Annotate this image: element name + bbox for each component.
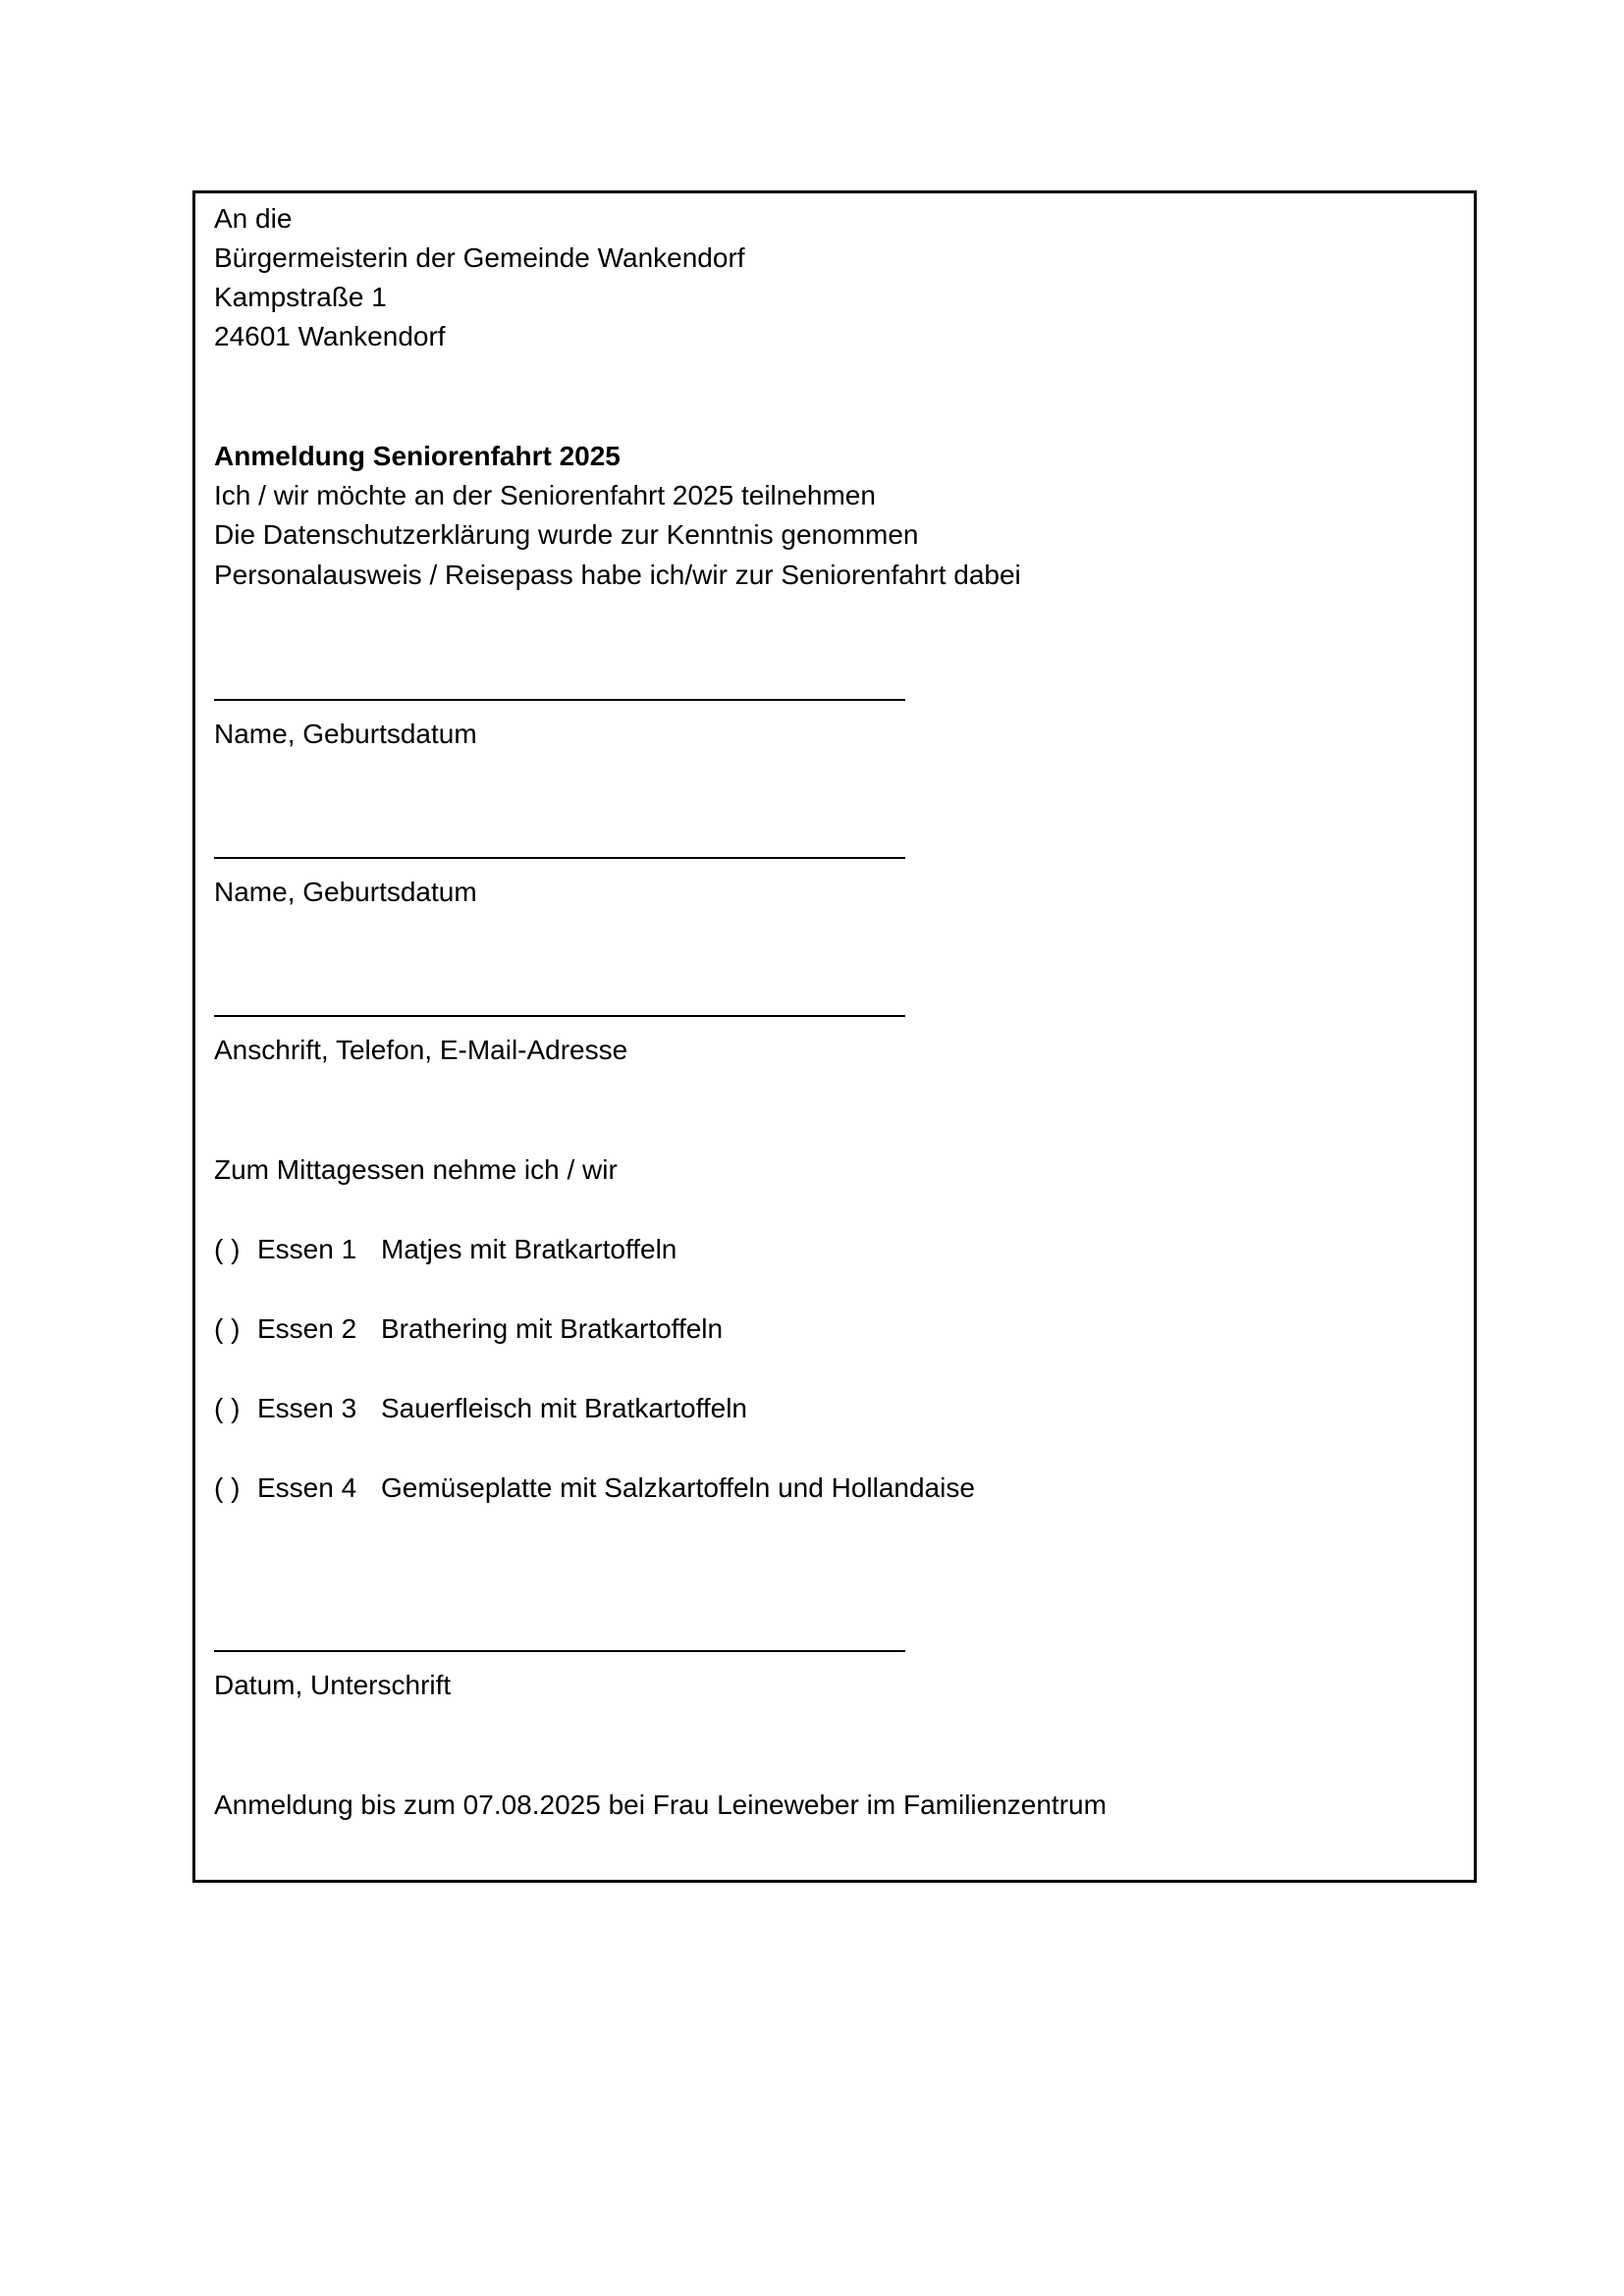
registration-deadline: Anmeldung bis zum 07.08.2025 bei Frau Leineweber im Familienzentrum — [214, 1789, 1107, 1820]
name-2-input-line[interactable] — [214, 857, 905, 859]
meal-option-3[interactable] — [214, 1391, 747, 1426]
meal-4-number: Essen 4 — [257, 1472, 357, 1503]
signature-label: Datum, Unterschrift — [214, 1670, 452, 1700]
recipient-street: Kampstraße 1 — [214, 282, 387, 312]
meal-2-number: Essen 2 — [257, 1313, 357, 1344]
signature-input-line[interactable] — [214, 1650, 905, 1652]
meal-4-checkbox[interactable]: ( ) — [214, 1472, 241, 1503]
meal-option-2[interactable] — [214, 1311, 723, 1347]
meal-1-dish: Matjes mit Bratkartoffeln — [381, 1234, 677, 1264]
name-2-label: Name, Geburtsdatum — [214, 877, 477, 907]
lunch-intro: Zum Mittagessen nehme ich / wir — [214, 1154, 618, 1185]
meal-1-number: Essen 1 — [257, 1234, 357, 1264]
meal-3-checkbox[interactable]: ( ) — [214, 1393, 241, 1423]
meal-2-checkbox[interactable]: ( ) — [214, 1313, 241, 1344]
meal-option-1[interactable] — [214, 1232, 677, 1267]
name-1-label: Name, Geburtsdatum — [214, 719, 477, 749]
recipient-line-2: Bürgermeisterin der Gemeinde Wankendorf — [214, 242, 745, 273]
name-1-input-line[interactable] — [214, 699, 905, 701]
meal-4-dish: Gemüseplatte mit Salzkartoffeln und Hollandaise — [381, 1472, 975, 1503]
recipient-city: 24601 Wankendorf — [214, 321, 446, 351]
contact-label: Anschrift, Telefon, E-Mail-Adresse — [214, 1035, 628, 1065]
meal-3-dish: Sauerfleisch mit Bratkartoffeln — [381, 1393, 747, 1423]
form-title: Anmeldung Seniorenfahrt 2025 — [214, 441, 621, 471]
meal-3-number: Essen 3 — [257, 1393, 357, 1423]
meal-option-4[interactable] — [214, 1470, 975, 1506]
meal-1-checkbox[interactable]: ( ) — [214, 1234, 241, 1264]
privacy-statement: Die Datenschutzerklärung wurde zur Kenntnis genommen — [214, 519, 919, 550]
contact-input-line[interactable] — [214, 1015, 905, 1017]
meal-2-dish: Brathering mit Bratkartoffeln — [381, 1313, 724, 1344]
participation-statement: Ich / wir möchte an der Seniorenfahrt 2025 teilnehmen — [214, 480, 876, 510]
id-document-statement: Personalausweis / Reisepass habe ich/wir zur Seniorenfahrt dabei — [214, 560, 1021, 590]
recipient-line-1: An die — [214, 203, 293, 234]
